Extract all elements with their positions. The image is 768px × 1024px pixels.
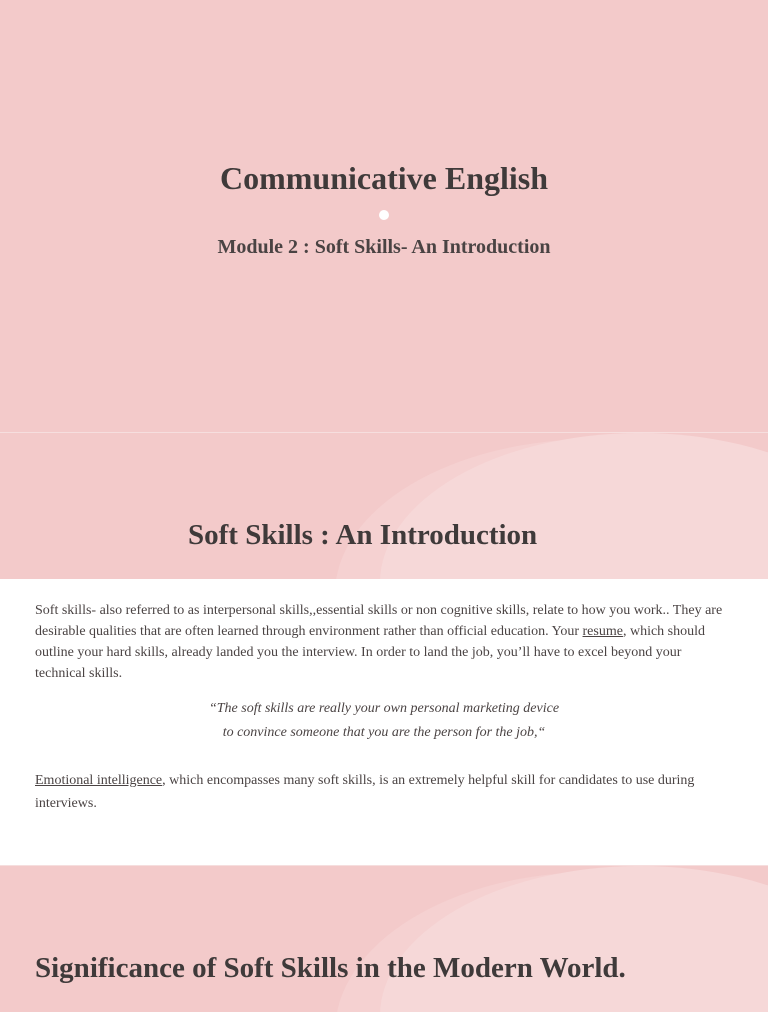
intro-slide-body xyxy=(0,579,768,865)
emotional-intelligence-paragraph xyxy=(35,769,735,815)
intro-heading: Soft Skills : An Introduction xyxy=(188,519,538,551)
decorative-dot xyxy=(379,210,389,220)
quote-block xyxy=(0,697,768,745)
resume-link[interactable]: resume xyxy=(582,624,623,639)
paragraph-text: , which encompasses many soft skills, is an extremely helpful skill for candidates to use during interviews. xyxy=(35,773,695,811)
slide-title: Communicative English xyxy=(219,160,549,196)
slide-separator xyxy=(0,1012,768,1024)
quote-line: to convince someone that you are the person for the job,“ xyxy=(222,725,546,740)
decorative-circle-shape xyxy=(380,866,768,1024)
slide-subtitle: Module 2 : Soft Skills- An Introduction xyxy=(217,236,551,258)
title-slide xyxy=(0,0,768,432)
paragraph-text: Soft skills- also referred to as interpersonal skills,,essential skills or non cognitive skills, relate to how you work.. They are desirable qualities that are often learned through environment rather than official education. Your xyxy=(35,603,723,639)
emotional-intelligence-link[interactable]: Emotional intelligence xyxy=(35,773,163,788)
quote-line: “The soft skills are really your own personal marketing device xyxy=(208,701,560,716)
paragraph-text: , which should outline your hard skills, already landed you the interview. In order to land the job, you’ll have to excel beyond your technical skills. xyxy=(35,624,706,681)
intro-paragraph xyxy=(35,600,735,684)
significance-heading: Significance of Soft Skills in the Modern World. xyxy=(35,952,626,984)
intro-slide-header xyxy=(0,433,768,579)
significance-slide xyxy=(0,866,768,1024)
decorative-circle-shape xyxy=(380,433,768,579)
